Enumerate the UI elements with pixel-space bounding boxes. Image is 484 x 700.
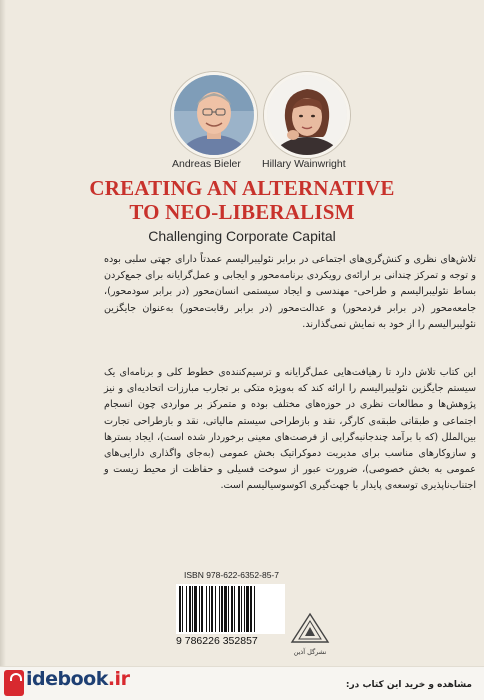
publisher-block: [290, 612, 330, 656]
book-title-line-1: CREATING AN ALTERNATIVE: [89, 176, 395, 200]
author-photo-andreas-bieler: [171, 72, 257, 158]
book-subtitle: Challenging Corporate Capital: [148, 228, 336, 244]
logo-name: idebook: [26, 668, 108, 690]
logo-domain: .ir: [107, 668, 130, 690]
description-paragraph-2: این کتاب تلاش دارد تا رهیافت‌هایی عمل‌گرایانه و ترسیم‌کننده‌ی خطوط کلی و برنامه‌ای یک سیستم جایگزین نئولیبرالیسم را ارائه کند که به‌ویژه متکی بر تجارب مبارزات اتحادیه‌ای و نیز پژوهش‌ها و مطالعات نظری در حوزه‌های مختلف بوده و متمرکز بر مواردی چون انسجام اجتماعی و طبقاتی طبقه‌ی کارگر، نقد و بازطراحی سیستم مالیاتی، نقد و بازطراحی تجارت بین‌الملل (که با برآمد چندجانبه‌گرایی از فرصت‌های معینی برخوردار شده است)، ایجاد بسترها و سازوکارهای مناسب برای مدیریت دموکراتیک بخش عمومی (به‌جای واگذاری دارایی‌های عمومی به بخش خصوصی)، ضرورت عبور از سوخت فسیلی و حفاظت از محیط زیست و اجتناب‌ناپذیری توسعه‌ی پایدار با جهت‌گیری اکوسوسیالیسم است.: [104, 367, 476, 492]
book-title-line-2: TO NEO-LIBERALISM: [129, 200, 355, 224]
spine-shadow: [0, 0, 6, 700]
description-paragraph-1: تلاش‌های نظری و کنش‌گری‌های اجتماعی در برابر نئولیبرالیسم عمدتاً دارای جهتی سلبی بوده و توجه و تمرکز چندانی بر ارائه‌ی رویکردی برنامه‌محور و ایجابی و عمل‌گرایانه برای جمع‌کردن بساط نئولیبرالیسم و طراحی- مهندسی و ایجاد سیستمی انسان‌محور (در برابر سودمحور)، جامعه‌محور (در برابر فردمحور) و عدالت‌محور (در برابر رقابت‌محور) به‌عنوان جایگزین نئولیبرالیسم را از خود به نمایش نمی‌گذارند.: [104, 254, 476, 330]
publisher-name: نشرگل آذین: [293, 648, 327, 656]
shopping-bag-icon: [4, 670, 24, 696]
barcode: [176, 584, 285, 634]
barcode-digits: 9 786226 352857: [176, 635, 258, 647]
author-name-andreas-bieler: Andreas Bieler: [172, 158, 241, 170]
author-photo-hillary-wainwright: [264, 72, 350, 158]
idebook-logo[interactable]: [26, 668, 129, 690]
isbn-block: [176, 570, 285, 647]
author-name-hillary-wainwright: Hillary Wainwright: [262, 158, 346, 170]
isbn-label: ISBN 978-622-6352-85-7: [184, 570, 279, 580]
publisher-logo-icon: [290, 612, 330, 644]
footer-call-to-action: مشاهده و خرید این کتاب در:: [345, 680, 472, 690]
